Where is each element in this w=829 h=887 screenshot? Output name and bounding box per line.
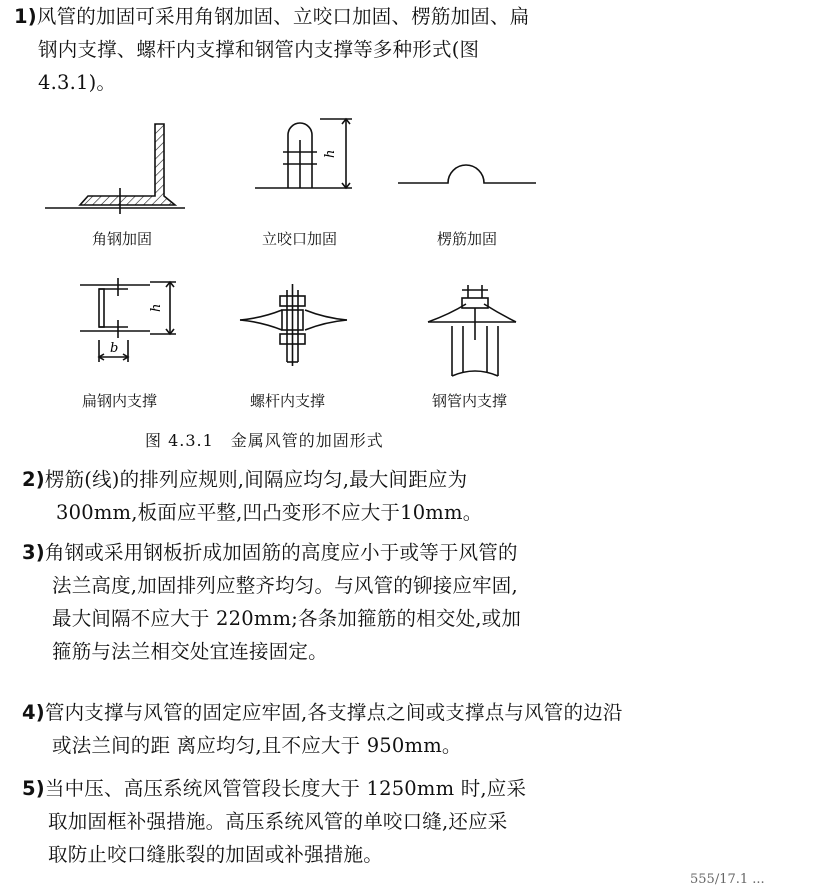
caption-rib: 楞筋加固	[437, 230, 498, 248]
figure-title: 图 4.3.1 金属风管的加固形式	[145, 431, 384, 450]
caption-angle-steel: 角钢加固	[92, 230, 153, 248]
item-number: 4)	[22, 701, 45, 724]
paragraph-3: 3)角钢或采用钢板折成加固筋的高度应小于或等于风管的 法兰高度,加固排列应整齐均匀。与风管的铆接应牢固, 最大间隔不应大于 220mm;各条加箍筋的相交处,或加 箍筋与法兰相交处宜连接固定。	[22, 541, 522, 663]
caption-flat-steel: 扁钢内支撑	[82, 392, 158, 410]
dimension-b-label: b	[110, 341, 119, 356]
caption-bolt: 螺杆内支撑	[250, 392, 326, 410]
caption-standing-seam: 立咬口加固	[262, 230, 338, 248]
dimension-h-label-2: h	[149, 303, 164, 312]
steel-pipe-support-diagram	[428, 285, 516, 376]
item-number: 3)	[22, 541, 45, 564]
paragraph-2: 2)楞筋(线)的排列应规则,间隔应均匀,最大间距应为 300mm,板面应平整,凹凸变形不应大于10mm。	[22, 468, 483, 524]
paragraph-1-line-3: 4.3.1)。	[38, 71, 117, 94]
paragraph-1-line-2: 钢内支撑、螺杆内支撑和钢管内支撑等多种形式(图	[38, 38, 480, 61]
dimension-h-label: h	[323, 149, 338, 158]
rib-diagram	[398, 165, 536, 183]
angle-steel-diagram	[45, 124, 185, 214]
item-number: 1)	[14, 5, 37, 28]
paragraph-1-line-1: 1)风管的加固可采用角钢加固、立咬口加固、楞筋加固、扁	[14, 5, 530, 28]
caption-steel-pipe: 钢管内支撑	[432, 392, 508, 410]
flat-steel-support-diagram	[80, 278, 176, 362]
page-footer-fragment: 555/17.1 ...	[690, 872, 765, 887]
paragraph-5: 5)当中压、高压系统风管管段长度大于 1250mm 时,应采 取加固框补强措施。高压系统风管的单咬口缝,还应采 取防止咬口缝胀裂的加固或补强措施。	[22, 777, 527, 866]
item-number: 2)	[22, 468, 45, 491]
bolt-support-diagram	[240, 284, 347, 366]
item-number: 5)	[22, 777, 45, 800]
paragraph-4: 4)管内支撑与风管的固定应牢固,各支撑点之间或支撑点与风管的边沿 或法兰间的距 离应均匀,且不应大于 950mm。	[22, 701, 623, 757]
